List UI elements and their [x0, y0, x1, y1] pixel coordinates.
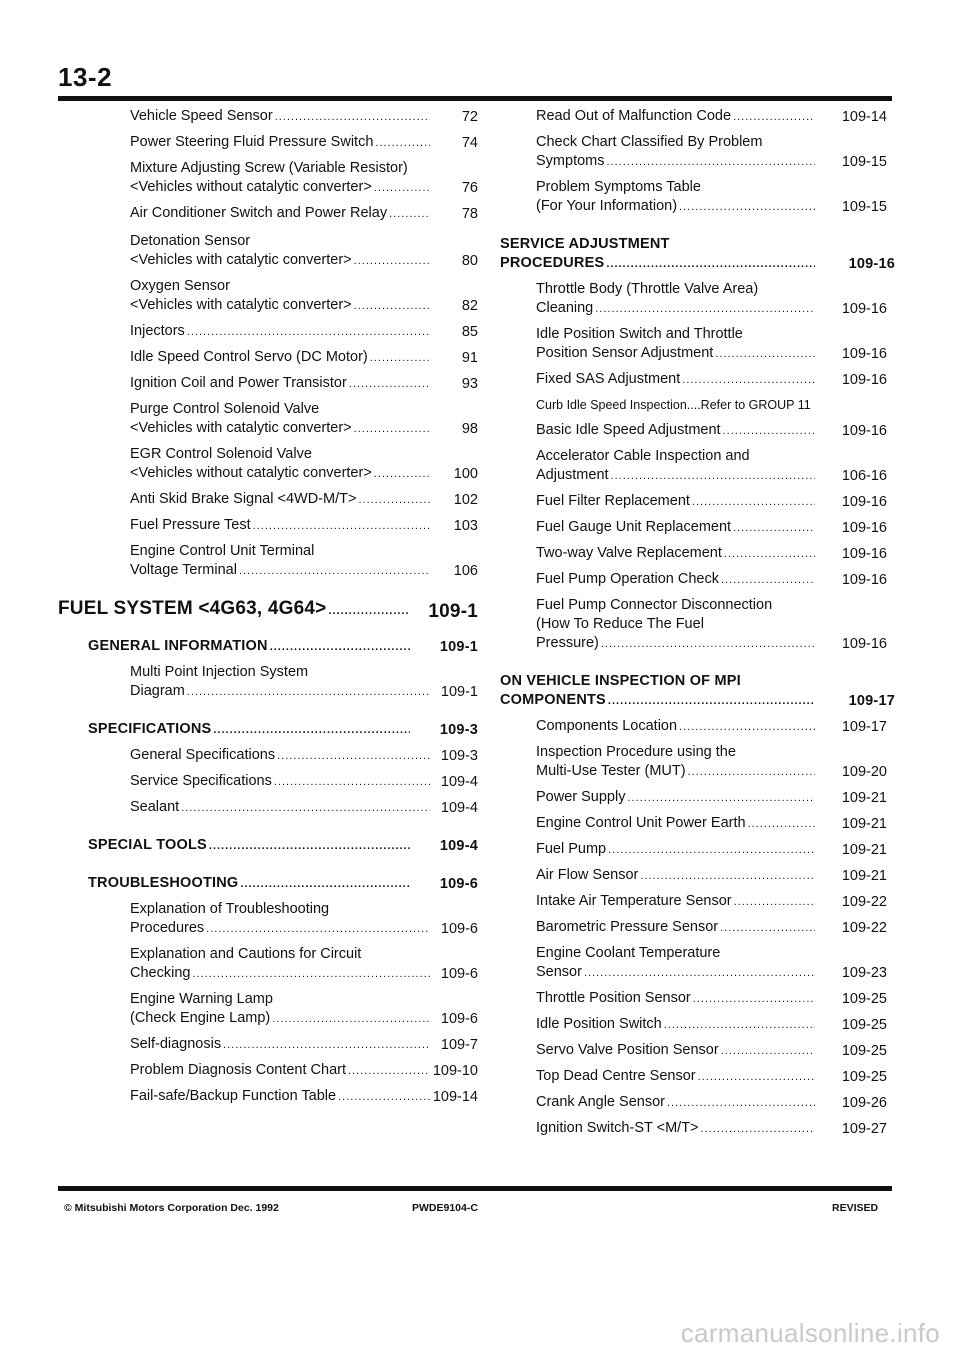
dot-leader [733, 519, 815, 538]
dot-leader [272, 1010, 430, 1029]
toc-entry [58, 795, 478, 821]
toc-page-number: 109-21 [841, 790, 887, 806]
dot-leader [627, 789, 815, 808]
bottom-rule [58, 1186, 892, 1191]
dot-leader [328, 600, 410, 623]
toc-entry-title: Service Specifications [130, 773, 272, 789]
toc-page-number: 109-6 [439, 876, 478, 892]
toc-entry-title: <Vehicles without catalytic converter> [130, 465, 372, 481]
toc-entry-title: TROUBLESHOOTING [88, 875, 239, 891]
toc-page-number: 109-6 [440, 966, 478, 982]
toc-entry-title: FUEL SYSTEM <4G63, 4G64> [58, 598, 327, 619]
watermark: carmanualsonline.info [680, 1318, 940, 1348]
toc-entry-title: Fuel Pump Connector Disconnection [536, 597, 773, 613]
toc-entry [58, 319, 478, 345]
toc-entry [500, 322, 895, 367]
dot-leader [358, 491, 430, 510]
toc-page-number: 109-16 [841, 546, 887, 562]
toc-page-number: 109-16 [841, 346, 887, 362]
toc-page-number: 109-14 [841, 109, 887, 125]
toc-entry [500, 1012, 895, 1038]
dot-leader [664, 1016, 815, 1035]
dot-leader [277, 747, 430, 766]
toc-entry [58, 371, 478, 397]
toc-entry-title: SPECIAL TOOLS [88, 837, 207, 853]
toc-entry [58, 897, 478, 942]
dot-leader [611, 467, 815, 486]
toc-entry-title: Cleaning [536, 300, 594, 316]
toc-page-number: 109-17 [841, 719, 887, 735]
toc-entry-title: <Vehicles with catalytic converter> [130, 297, 352, 313]
dot-leader [239, 562, 430, 581]
dot-leader [240, 875, 410, 894]
toc-entry-title: Read Out of Malfunction Code [536, 108, 732, 124]
toc-page-number: 85 [461, 324, 478, 340]
toc-entry-title: Symptoms [536, 153, 605, 169]
toc-entry-title: Voltage Terminal [130, 562, 237, 578]
dot-leader [213, 721, 410, 740]
toc-page-number: 109-23 [841, 965, 887, 981]
footer-revised-status: REVISED [832, 1202, 879, 1214]
dot-leader [667, 1094, 815, 1113]
toc-entry-title: Explanation of Troubleshooting [130, 901, 330, 917]
toc-page-number: 109-4 [440, 800, 478, 816]
toc-entry-title: <Vehicles without catalytic converter> [130, 179, 372, 195]
toc-page-number: 109-4 [440, 774, 478, 790]
dot-leader [275, 108, 430, 127]
dot-leader [375, 134, 430, 153]
toc-entry-title: Sealant [130, 799, 180, 815]
dot-leader [187, 323, 430, 342]
toc-page-number: 109-16 [841, 494, 887, 510]
toc-entry-title: Components Location [536, 718, 678, 734]
toc-entry-title: PROCEDURES [500, 255, 605, 271]
toc-entry-title: Engine Control Unit Power Earth [536, 815, 746, 831]
toc-page-number: 80 [461, 253, 478, 269]
toc-entry [500, 714, 895, 740]
dot-leader [595, 300, 815, 319]
toc-page-number: 109-17 [848, 693, 895, 709]
toc-entry-title: Idle Position Switch [536, 1016, 662, 1032]
top-rule [58, 96, 892, 101]
dot-leader [253, 517, 430, 536]
toc-entry-title: Throttle Position Sensor [536, 990, 691, 1006]
toc-entry [500, 915, 895, 941]
toc-entry-title: Barometric Pressure Sensor [536, 919, 719, 935]
toc-entry-title: Idle Position Switch and Throttle [536, 326, 743, 342]
toc-section-heading [58, 833, 478, 859]
toc-page-number: 109-21 [841, 868, 887, 884]
toc-section-heading [58, 594, 478, 626]
toc-entry [500, 418, 895, 444]
toc-entry-title: Basic Idle Speed Adjustment [536, 422, 721, 438]
dot-leader [584, 964, 815, 983]
dot-leader [679, 198, 815, 217]
toc-entry-title: Diagram [130, 683, 185, 699]
toc-page-number: 76 [461, 180, 478, 196]
toc-entry-title: Power Steering Fluid Pressure Switch [130, 134, 374, 150]
dot-leader [354, 297, 430, 316]
toc-page-number: 109-21 [841, 816, 887, 832]
toc-entry-title: GENERAL INFORMATION [88, 638, 268, 654]
toc-entry-title: Accelerator Cable Inspection and [536, 448, 750, 464]
toc-entry-title: Intake Air Temperature Sensor [536, 893, 732, 909]
dot-leader [693, 990, 815, 1009]
dot-leader [354, 420, 430, 439]
toc-entry [500, 593, 895, 657]
toc-page-number: 106 [453, 563, 478, 579]
toc-page-number: 109-3 [439, 722, 478, 738]
toc-page-number: 74 [461, 135, 478, 151]
toc-left-column [58, 104, 478, 1110]
toc-entry [500, 785, 895, 811]
toc-entry-title: Crank Angle Sensor [536, 1094, 665, 1110]
toc-entry [500, 277, 895, 322]
toc-entry-title: EGR Control Solenoid Valve [130, 446, 312, 462]
dot-leader [389, 205, 430, 224]
dot-leader [608, 692, 815, 711]
toc-page-number: 98 [461, 421, 478, 437]
toc-page-number: 82 [461, 298, 478, 314]
toc-page-number: 109-25 [841, 1043, 887, 1059]
toc-page-number: 109-25 [841, 991, 887, 1007]
toc-entry [500, 367, 895, 393]
toc-entry-title: Servo Valve Position Sensor [536, 1042, 719, 1058]
dot-leader [601, 635, 815, 654]
toc-entry [500, 1038, 895, 1064]
toc-entry-title: Fuel Gauge Unit Replacement [536, 519, 732, 535]
toc-entry-title: Air Conditioner Switch and Power Relay [130, 205, 388, 221]
toc-entry-title: Detonation Sensor [130, 233, 251, 249]
dot-leader [721, 571, 815, 590]
toc-entry-title: Self-diagnosis [130, 1036, 222, 1052]
toc-page-number: 109-16 [841, 636, 887, 652]
toc-entry [58, 769, 478, 795]
toc-page-number: 109-3 [440, 748, 478, 764]
toc-page-number: 109-16 [848, 256, 895, 272]
toc-page-number: 106-16 [841, 468, 887, 484]
toc-entry [500, 740, 895, 785]
toc-entry-title: (Check Engine Lamp) [130, 1010, 271, 1026]
dot-leader [192, 965, 430, 984]
toc-page-number: 91 [461, 350, 478, 366]
dot-leader [348, 1062, 430, 1081]
toc-page-number: 109-14 [432, 1089, 478, 1105]
toc-entry-title: Idle Speed Control Servo (DC Motor) [130, 349, 368, 365]
dot-leader [374, 179, 430, 198]
toc-entry [58, 1058, 478, 1084]
dot-leader [721, 1042, 815, 1061]
toc-entry [500, 889, 895, 915]
toc-page-number: 109-27 [841, 1121, 887, 1137]
toc-page-number: 109-25 [841, 1069, 887, 1085]
toc-section-heading [58, 717, 478, 743]
toc-page-number: 109-20 [841, 764, 887, 780]
toc-entry-title: Check Chart Classified By Problem [536, 134, 763, 150]
toc-section-heading [500, 669, 895, 714]
toc-page-number: 103 [453, 518, 478, 534]
toc-entry [58, 1032, 478, 1058]
toc-entry-title: Top Dead Centre Sensor [536, 1068, 696, 1084]
toc-page-number: 109-6 [440, 1011, 478, 1027]
toc-entry-title: (How To Reduce The Fuel [536, 616, 704, 632]
toc-entry-title: Pressure) [536, 635, 599, 651]
toc-entry [58, 660, 478, 705]
toc-entry-title: Fuel Pressure Test [130, 517, 251, 533]
footer-copyright: © Mitsubishi Motors Corporation Dec. 1992 [64, 1202, 279, 1214]
dot-leader [720, 919, 815, 938]
toc-entry-title: Mixture Adjusting Screw (Variable Resistor) [130, 160, 408, 176]
toc-entry [58, 156, 478, 201]
dot-leader [606, 255, 815, 274]
dot-leader [354, 252, 430, 271]
toc-entry-title: Position Sensor Adjustment [536, 345, 714, 361]
dot-leader [338, 1088, 430, 1107]
page-number: 13-2 [58, 62, 113, 92]
toc-entry [58, 442, 478, 487]
toc-entry [500, 567, 895, 593]
dot-leader [187, 683, 430, 702]
toc-entry-title: Sensor [536, 964, 582, 980]
toc-section-heading [58, 871, 478, 897]
toc-section-heading [500, 232, 895, 277]
dot-leader [734, 893, 815, 912]
toc-page-number: 109-7 [440, 1037, 478, 1053]
toc-entry [58, 104, 478, 130]
toc-entry-title: <Vehicles with catalytic converter> [130, 252, 352, 268]
toc-entry-title: Ignition Coil and Power Transistor [130, 375, 347, 391]
toc-entry-title: Anti Skid Brake Signal <4WD-M/T> [130, 491, 357, 507]
toc-entry-title: Oxygen Sensor [130, 278, 230, 294]
toc-entry [500, 1064, 895, 1090]
toc-entry [58, 942, 478, 987]
dot-leader [206, 920, 430, 939]
toc-entry-title: Checking [130, 965, 191, 981]
toc-page-number: 109-1 [428, 601, 478, 622]
dot-leader [181, 799, 430, 818]
toc-entry [500, 811, 895, 837]
toc-entry [500, 515, 895, 541]
toc-entry [58, 229, 478, 274]
toc-entry-title: Fixed SAS Adjustment [536, 371, 681, 387]
toc-page-number: 109-21 [841, 842, 887, 858]
toc-page-number: 109-1 [439, 639, 478, 655]
toc-entry [500, 863, 895, 889]
toc-entry-title: Curb Idle Speed Inspection....Refer to GROUP 11 [536, 398, 811, 412]
toc-page-number: 109-16 [841, 572, 887, 588]
toc-entry [58, 274, 478, 319]
dot-leader [640, 867, 815, 886]
toc-entry-title: General Specifications [130, 747, 276, 763]
toc-entry-title: Inspection Procedure using the [536, 744, 736, 760]
toc-entry [500, 104, 895, 130]
dot-leader [209, 837, 410, 856]
dot-leader [688, 763, 815, 782]
toc-entry [500, 130, 895, 175]
dot-leader [733, 108, 815, 127]
toc-entry [500, 175, 895, 220]
dot-leader [223, 1036, 430, 1055]
footer-document-code: PWDE9104-C [412, 1202, 478, 1214]
dot-leader [370, 349, 430, 368]
toc-entry [500, 986, 895, 1012]
toc-right-column [500, 104, 895, 1142]
toc-page-number: 109-22 [841, 920, 887, 936]
dot-leader [270, 638, 410, 657]
toc-entry [58, 539, 478, 584]
toc-page-number: 109-16 [841, 372, 887, 388]
toc-page-number: 72 [461, 109, 478, 125]
toc-entry [58, 201, 478, 227]
toc-entry-title: Power Supply [536, 789, 626, 805]
toc-entry [58, 487, 478, 513]
toc-page-number: 109-6 [440, 921, 478, 937]
toc-entry [500, 541, 895, 567]
toc-entry-title: Purge Control Solenoid Valve [130, 401, 320, 417]
toc-entry-title: Fail-safe/Backup Function Table [130, 1088, 337, 1104]
toc-entry [58, 130, 478, 156]
toc-entry [58, 987, 478, 1032]
dot-leader [748, 815, 815, 834]
toc-entry-title: Engine Control Unit Terminal [130, 543, 315, 559]
toc-page-number: 109-16 [841, 520, 887, 536]
toc-page-number: 109-10 [432, 1063, 478, 1079]
dot-leader [698, 1068, 815, 1087]
toc-entry-title: Multi-Use Tester (MUT) [536, 763, 686, 779]
toc-entry-title: Two-way Valve Replacement [536, 545, 722, 561]
toc-page-number: 102 [453, 492, 478, 508]
toc-page-number: 109-15 [841, 199, 887, 215]
dot-leader [607, 153, 816, 172]
toc-entry [500, 444, 895, 489]
toc-entry-title: Engine Warning Lamp [130, 991, 273, 1007]
toc-entry-title: Engine Coolant Temperature [536, 945, 721, 961]
dot-leader [715, 345, 815, 364]
toc-entry-title: SERVICE ADJUSTMENT [500, 236, 670, 252]
toc-entry-title: Adjustment [536, 467, 609, 483]
toc-entry-title: Procedures [130, 920, 205, 936]
dot-leader [682, 371, 815, 390]
toc-entry-title: Problem Diagnosis Content Chart [130, 1062, 346, 1078]
toc-entry-title: SPECIFICATIONS [88, 721, 212, 737]
toc-page-number: 100 [453, 466, 478, 482]
toc-entry-title: Multi Point Injection System [130, 664, 309, 680]
toc-entry-title: Problem Symptoms Table [536, 179, 701, 195]
toc-entry [58, 1084, 478, 1110]
toc-entry [500, 1116, 895, 1142]
dot-leader [723, 422, 815, 441]
toc-entry-title: <Vehicles with catalytic converter> [130, 420, 352, 436]
toc-entry [500, 837, 895, 863]
toc-entry-title: Ignition Switch-ST <M/T> [536, 1120, 699, 1136]
toc-entry [58, 513, 478, 539]
toc-entry-title: Injectors [130, 323, 185, 339]
toc-entry [58, 743, 478, 769]
dot-leader [274, 773, 430, 792]
toc-entry [500, 489, 895, 515]
toc-entry-title: Air Flow Sensor [536, 867, 639, 883]
toc-entry-title: Vehicle Speed Sensor [130, 108, 273, 124]
toc-page-number: 78 [461, 206, 478, 222]
toc-entry-title: Fuel Pump [536, 841, 607, 857]
toc-page-number: 109-25 [841, 1017, 887, 1033]
toc-page-number: 109-22 [841, 894, 887, 910]
dot-leader [724, 545, 815, 564]
toc-page-number: 109-16 [841, 423, 887, 439]
dot-leader [701, 1120, 815, 1139]
toc-entry-title: Throttle Body (Throttle Valve Area) [536, 281, 759, 297]
toc-entry-title: Fuel Filter Replacement [536, 493, 690, 509]
toc-page-number: 109-16 [841, 301, 887, 317]
dot-leader [349, 375, 430, 394]
dot-leader [608, 841, 815, 860]
toc-page-number: 109-4 [439, 838, 478, 854]
dot-leader [679, 718, 815, 737]
toc-page-number: 93 [461, 376, 478, 392]
toc-entry-title: Fuel Pump Operation Check [536, 571, 719, 587]
toc-page-number: 109-15 [841, 154, 887, 170]
toc-entry [500, 1090, 895, 1116]
toc-entry-title: (For Your Information) [536, 198, 678, 214]
toc-entry [58, 345, 478, 371]
toc-page-number: 109-1 [440, 684, 478, 700]
dot-leader [692, 493, 815, 512]
toc-entry-title: ON VEHICLE INSPECTION OF MPI [500, 673, 741, 689]
toc-entry-title: Explanation and Cautions for Circuit [130, 946, 362, 962]
toc-entry-title: COMPONENTS [500, 692, 606, 708]
toc-entry [58, 397, 478, 442]
toc-entry [500, 941, 895, 986]
dot-leader [374, 465, 430, 484]
toc-entry [500, 393, 895, 418]
toc-page-number: 109-26 [841, 1095, 887, 1111]
toc-section-heading [58, 634, 478, 660]
